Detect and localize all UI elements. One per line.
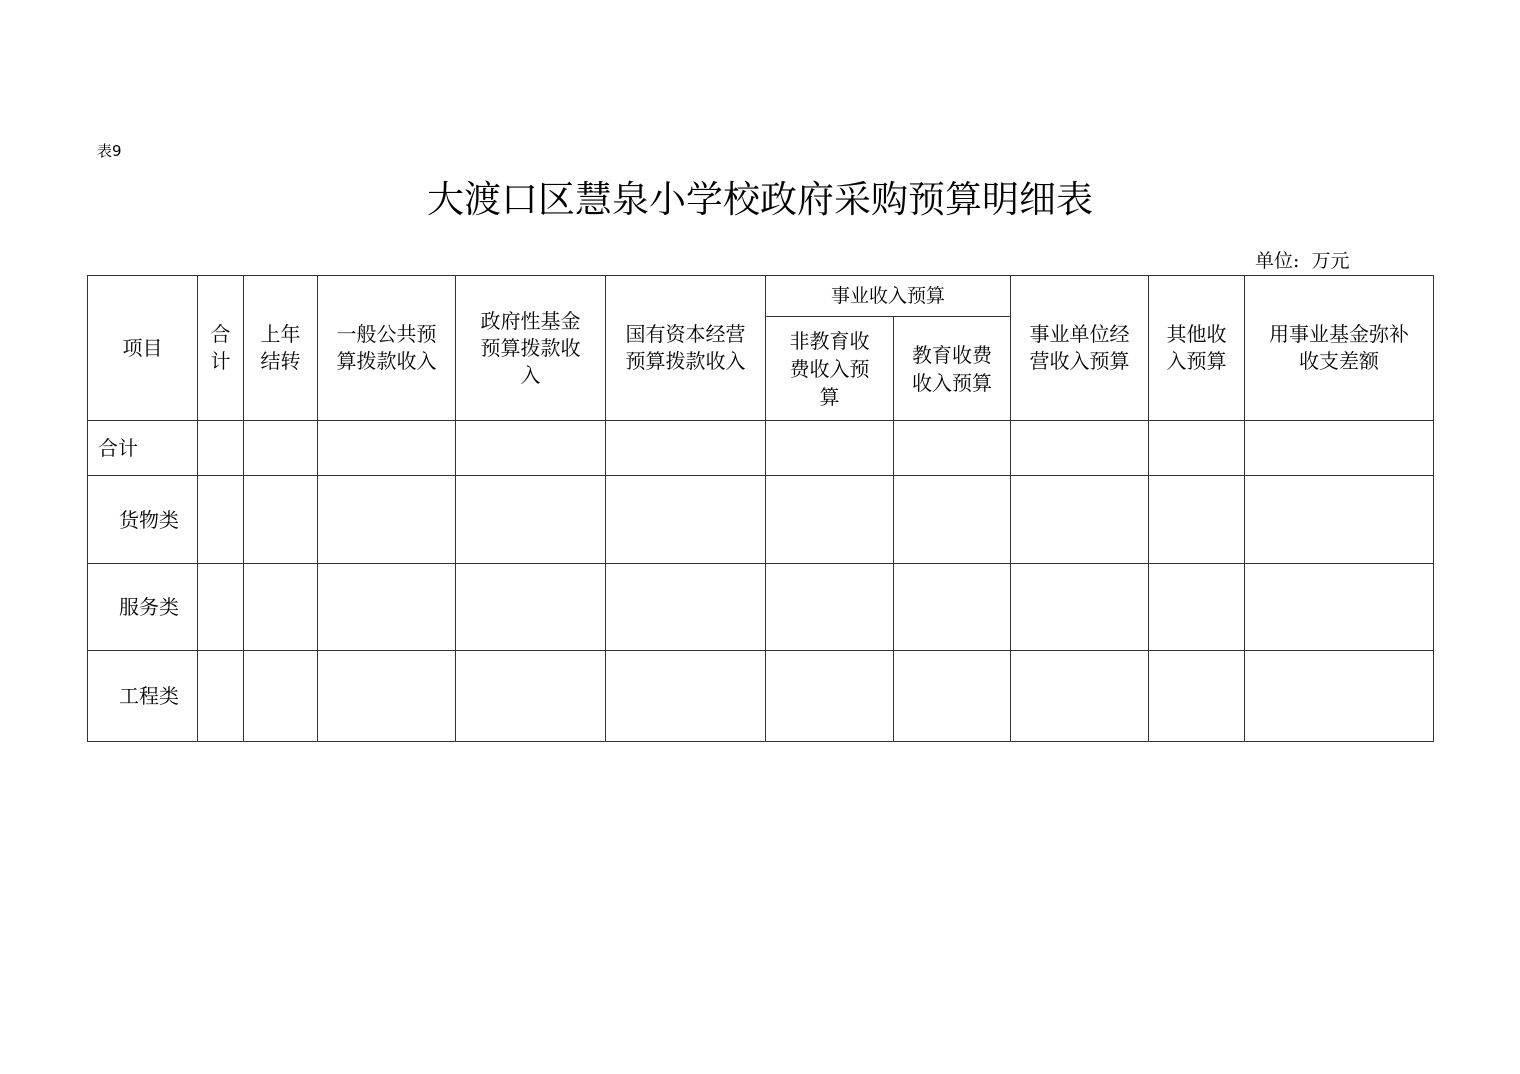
header-general-public-budget: 一般公共预 算拨款收入 [318,276,456,421]
table-cell [318,651,456,742]
table-cell [456,421,606,476]
row-label: 服务类 [88,564,198,651]
procurement-budget-table [87,275,1434,742]
header-fund-balance: 用事业基金弥补 收支差额 [1245,276,1434,421]
table-cell [766,651,894,742]
table-cell [244,564,318,651]
table-cell [456,476,606,564]
table-cell [198,564,244,651]
table-cell [606,651,766,742]
table-number: 表9 [97,142,122,160]
table-cell [318,421,456,476]
header-prior-year-carryover: 上年 结转 [244,276,318,421]
table-row [88,564,1434,651]
table-cell [894,564,1011,651]
table-cell [244,476,318,564]
header-total: 合 计 [198,276,244,421]
table-cell [318,564,456,651]
row-label: 工程类 [88,651,198,742]
table-cell [606,421,766,476]
table-row [88,651,1434,742]
table-cell [766,421,894,476]
table-cell [894,421,1011,476]
header-state-capital-budget: 国有资本经营 预算拨款收入 [606,276,766,421]
table-cell [318,476,456,564]
table-cell [1245,476,1434,564]
table-cell [894,476,1011,564]
table-cell [766,476,894,564]
header-other-income-budget: 其他收 入预算 [1149,276,1245,421]
row-label: 合计 [88,421,198,476]
table-cell [1149,421,1245,476]
table-cell [1011,651,1149,742]
table-cell [1245,564,1434,651]
table-cell [1011,421,1149,476]
table-cell [1011,476,1149,564]
table-cell [606,564,766,651]
header-non-edu-fee-income: 非教育收 费收入预 算 [766,317,894,421]
table-row [88,421,1434,476]
table-cell [766,564,894,651]
table-cell [244,651,318,742]
header-edu-fee-income: 教育收费 收入预算 [894,317,1011,421]
header-career-income-budget: 事业收入预算 [766,276,1011,317]
table-cell [198,651,244,742]
table-cell [894,651,1011,742]
table-cell [456,564,606,651]
header-business-income-budget: 事业单位经 营收入预算 [1011,276,1149,421]
header-row-1 [88,276,1434,317]
table-cell [1149,564,1245,651]
header-project: 项目 [88,276,198,421]
table-cell [1011,564,1149,651]
table-cell [198,476,244,564]
table-cell [1245,651,1434,742]
row-label: 货物类 [88,476,198,564]
table-cell [1149,651,1245,742]
header-gov-fund-budget: 政府性基金 预算拨款收 入 [456,276,606,421]
table-row [88,476,1434,564]
table-cell [606,476,766,564]
table-cell [244,421,318,476]
table-cell [1245,421,1434,476]
table-cell [456,651,606,742]
unit-label: 单位: 万元 [1255,250,1350,272]
table-cell [198,421,244,476]
table-cell [1149,476,1245,564]
document-title: 大渡口区慧泉小学校政府采购预算明细表 [427,178,1093,221]
